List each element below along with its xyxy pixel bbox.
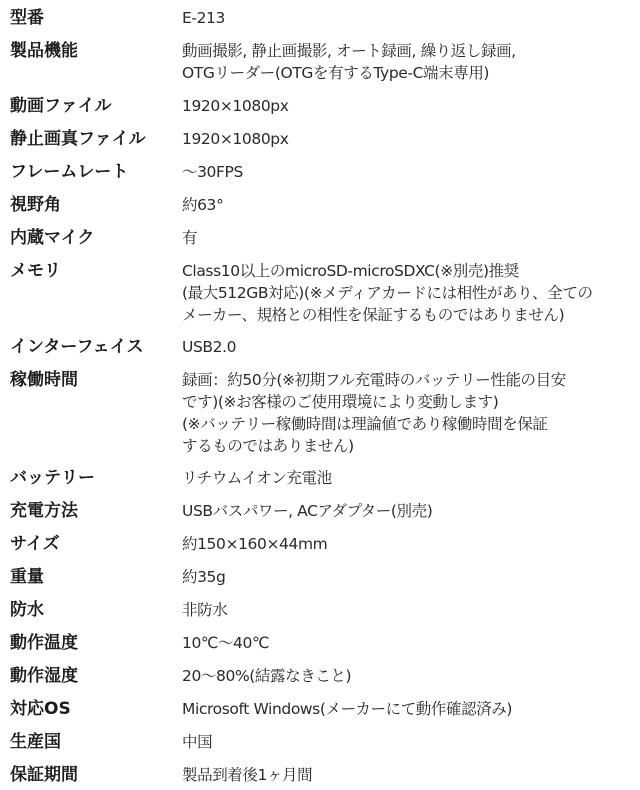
spec-label: 稼働時間 [10,370,78,390]
spec-value [182,161,634,183]
spec-value [182,194,634,216]
spec-label: 製品機能 [10,41,78,61]
spec-label: フレームレート [10,162,129,182]
spec-value-line: 〜30FPS [182,163,243,181]
spec-value [182,128,634,150]
spec-value-line: 非防水 [182,601,228,619]
spec-value-line: 1920×1080px [182,97,289,115]
spec-label: 対応OS [10,699,71,719]
spec-value-line: 製品到着後1ヶ月間 [182,766,313,784]
spec-value-line: するものではありません) [182,437,354,455]
spec-value-line: OTGリーダー(OTGを有するType-C端末専用) [182,64,490,82]
spec-value-line: (最大512GB対応)(※メディアカードには相性があり、全ての [182,284,593,302]
spec-value [182,764,634,786]
spec-label: 静止画真ファイル [10,129,146,149]
spec-value-line: USB2.0 [182,338,237,356]
spec-value-line: メーカー、規格との相性を保証するものではありません) [182,306,565,324]
spec-value-line: E-213 [182,9,225,27]
spec-label: 視野角 [10,195,61,215]
spec-label: 型番 [10,8,44,28]
spec-value [182,533,634,555]
spec-value-line: リチウムイオン充電池 [182,469,332,487]
spec-value-line: USBバスパワー, ACアダプター(別売) [182,502,433,520]
spec-value [182,632,634,654]
spec-label: 重量 [10,567,44,587]
spec-value [182,95,634,117]
spec-label: 動作温度 [10,633,78,653]
spec-value [182,665,634,687]
spec-value-line: 約150×160×44mm [182,535,328,553]
spec-value-line: Microsoft Windows(メーカーにて動作確認済み) [182,700,513,718]
spec-value-line: 約35g [182,568,226,586]
spec-label: バッテリー [10,468,95,488]
spec-value [182,599,634,621]
spec-value [182,566,634,588]
spec-value [182,500,634,522]
spec-value-line: 有 [182,229,198,247]
spec-value [182,467,634,489]
spec-value-line: 約63° [182,196,224,214]
spec-label: 動画ファイル [10,96,112,116]
spec-value [182,40,634,84]
spec-value-line: 中国 [182,733,213,751]
spec-value-line: 10℃〜40℃ [182,634,269,652]
spec-value-line: です)(※お客様のご使用環境により変動します) [182,393,499,411]
spec-value [182,369,634,457]
spec-label: 防水 [10,600,44,620]
spec-label: 保証期間 [10,765,78,785]
spec-label: インターフェイス [10,337,144,357]
spec-label: 充電方法 [10,501,78,521]
spec-value-line: 1920×1080px [182,130,289,148]
spec-value [182,227,634,249]
spec-value-line: (※バッテリー稼働時間は理論値であり稼働時間を保証 [182,415,548,433]
spec-value [182,698,634,720]
spec-label: サイズ [10,534,60,554]
spec-value-line: 20〜80%(結露なきこと) [182,667,352,685]
spec-label: メモリ [10,261,61,281]
spec-label: 内蔵マイク [10,228,95,248]
spec-value [182,336,634,358]
spec-value [182,7,634,29]
spec-value [182,260,634,326]
spec-value-line: 録画：約50分(※初期フル充電時のバッテリー性能の目安 [182,371,566,389]
spec-value-line: 動画撮影, 静止画撮影, オート録画, 繰り返し録画, [182,42,516,60]
spec-value-line: Class10以上のmicroSD-microSDXC(※別売)推奨 [182,262,519,280]
spec-label: 動作湿度 [10,666,78,686]
spec-label: 生産国 [10,732,61,752]
spec-value [182,731,634,753]
